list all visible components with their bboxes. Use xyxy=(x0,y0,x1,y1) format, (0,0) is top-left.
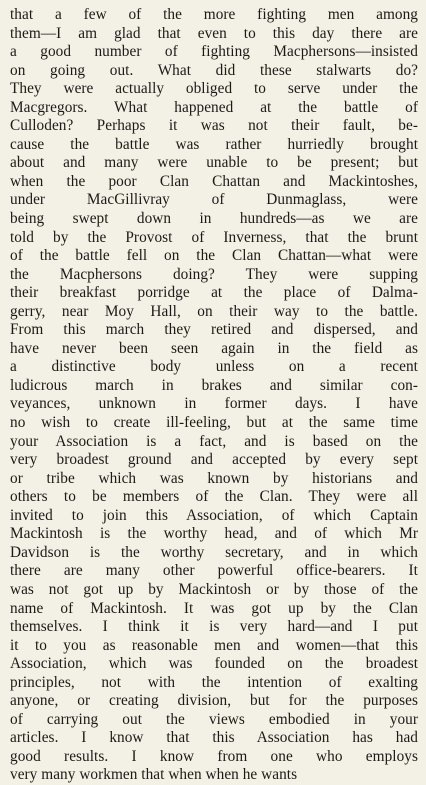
text-line: very broadest ground and accepted by every sept xyxy=(10,451,418,469)
text-line: gerry, near Moy Hall, on their way to the battle. xyxy=(10,302,418,320)
text-line: Mackintosh is the worthy head, and of which Mr xyxy=(10,525,418,543)
text-line: them—I am glad that even to this day there are xyxy=(10,24,418,42)
text-line: have never been seen again in the field as xyxy=(10,339,418,357)
text-line: there are many other powerful office-bearers. It xyxy=(10,562,418,580)
text-line: articles. I know that this Association has had xyxy=(10,729,418,747)
text-line: when the poor Clan Chattan and Mackintoshes, xyxy=(10,172,418,190)
text-line: good results. I know from one who employs xyxy=(10,747,418,765)
text-line: about and many were unable to be present; but xyxy=(10,154,418,172)
text-line: under MacGillivray of Dunmaglass, were xyxy=(10,191,418,209)
text-line: their breakfast porridge at the place of Dalma- xyxy=(10,284,418,302)
text-line: ludicrous march in brakes and similar con- xyxy=(10,376,418,394)
text-line: being swept down in hundreds—as we are xyxy=(10,210,418,228)
text-line: Davidson is the worthy secretary, and in which xyxy=(10,543,418,561)
text-line: very many workmen that when when he wants xyxy=(10,766,298,784)
text-line: was not got up by Mackintosh or by those of the xyxy=(10,580,418,598)
text-line: the Macphersons doing? They were supping xyxy=(10,265,418,283)
text-line: it to you as reasonable men and women—that this xyxy=(10,636,418,654)
text-line: or tribe which was known by historians and xyxy=(10,469,418,487)
article-column xyxy=(10,6,418,785)
text-line: your Association is a fact, and is based on the xyxy=(10,432,418,450)
text-line: no wish to create ill-feeling, but at the same time xyxy=(10,414,418,432)
text-line: told by the Provost of Inverness, that the brunt xyxy=(10,228,418,246)
text-line: cause the battle was rather hurriedly brought xyxy=(10,135,418,153)
text-line: Culloden? Perhaps it was not their fault, be- xyxy=(10,117,418,135)
text-line: From this march they retired and dispersed, and xyxy=(10,321,418,339)
text-line: invited to join this Association, of which Captain xyxy=(10,506,418,524)
text-line: a distinctive body unless on a recent xyxy=(10,358,418,376)
text-line: veyances, unknown in former days. I have xyxy=(10,395,418,413)
text-line: They were actually obliged to serve under the xyxy=(10,80,418,98)
text-line: themselves. I think it is very hard—and I put xyxy=(10,618,418,636)
text-line: others to be members of the Clan. They were all xyxy=(10,488,418,506)
text-line: that a few of the more fighting men among xyxy=(10,6,418,23)
text-line: Association, which was founded on the broadest xyxy=(10,655,418,673)
text-line: anyone, or creating division, but for the purposes xyxy=(10,692,418,710)
text-line: principles, not with the intention of exalting xyxy=(10,673,418,691)
text-line: on going out. What did these stalwarts do? xyxy=(10,61,418,79)
text-line: name of Mackintosh. It was got up by the Clan xyxy=(10,599,418,617)
text-line: Macgregors. What happened at the battle of xyxy=(10,98,418,116)
text-line: of carrying out the views embodied in your xyxy=(10,710,418,728)
text-line: of the battle fell on the Clan Chattan—what were xyxy=(10,247,418,265)
text-line: a good number of fighting Macphersons—insisted xyxy=(10,43,418,61)
